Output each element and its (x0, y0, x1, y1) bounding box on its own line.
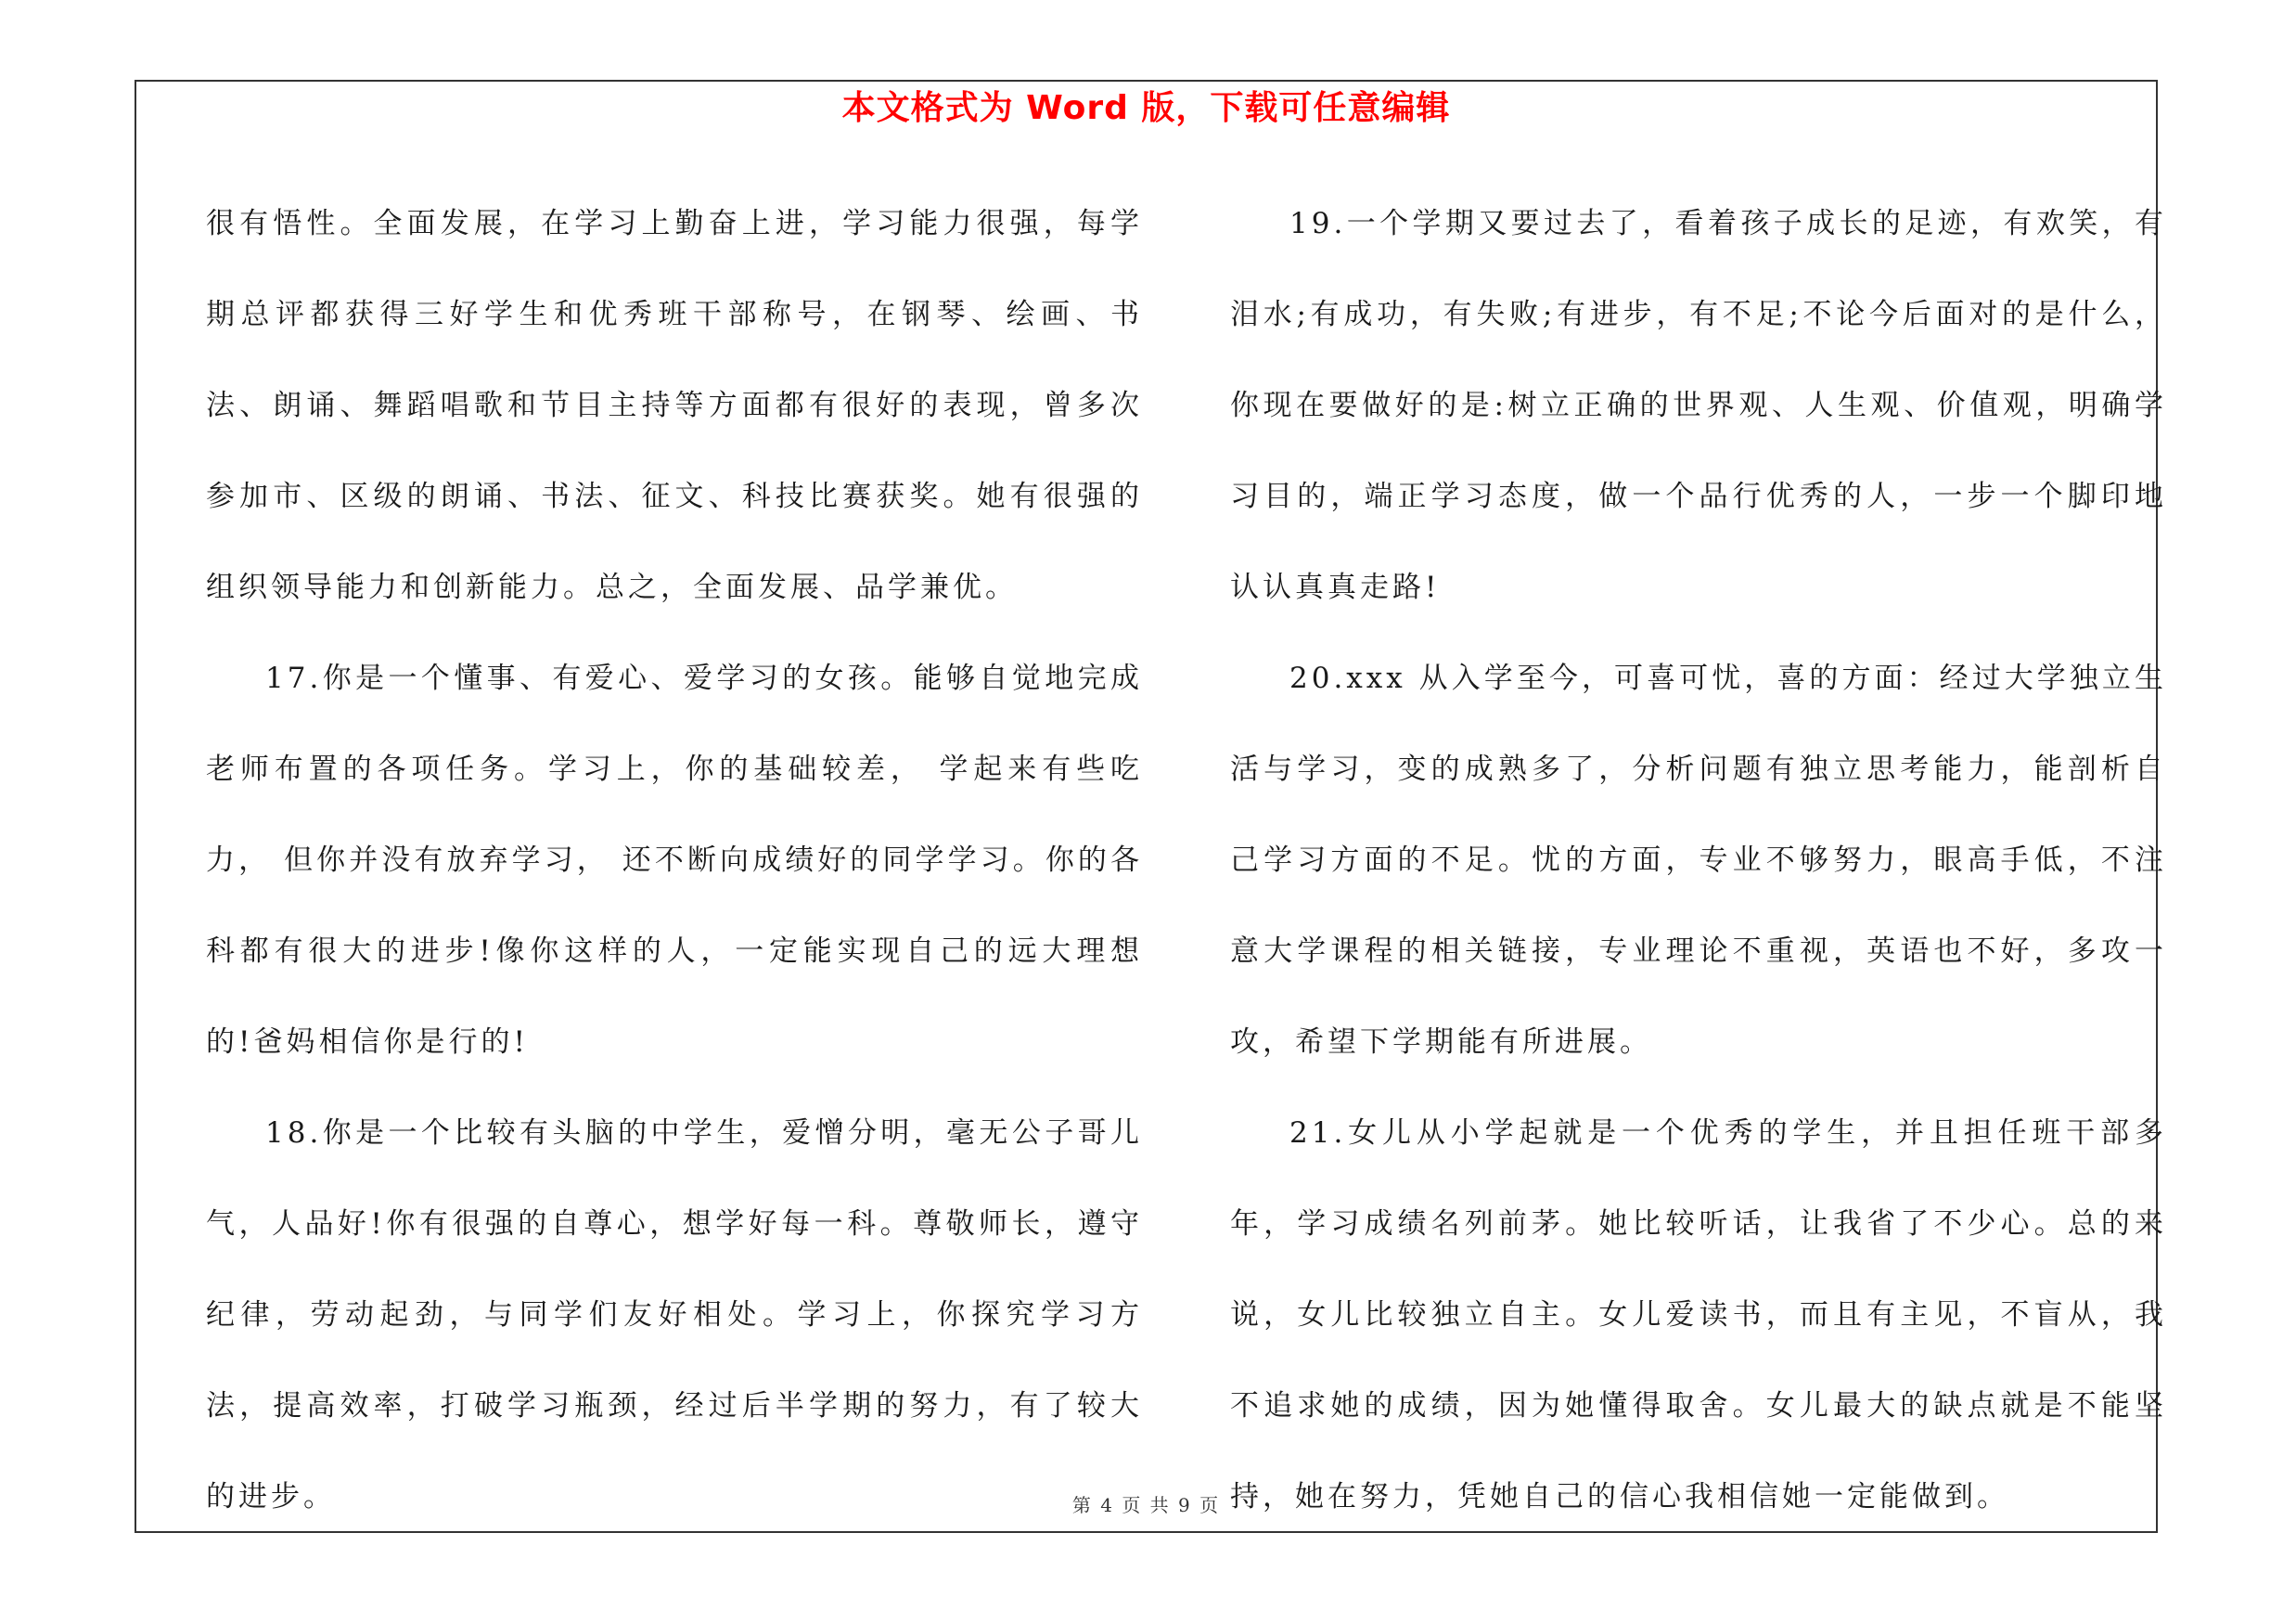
editable-notice-banner: 本文格式为 Word 版，下载可任意编辑 (841, 89, 1451, 127)
paragraph-20: 20.xxx 从入学至今，可喜可忧，喜的方面：经过大学独立生活与学习，变的成熟多了，分析问题有独立思考能力，能剖析自己学习方面的不足。忧的方面，专业不够努力，眼高手低，不注意大学课程的相关链接，专业理论不重视，英语也不好，多攻一攻，希望下学期能有所进展。 (1230, 662, 2167, 1059)
paragraph-18: 18.你是一个比较有头脑的中学生，爱憎分明，毫无公子哥儿气，人品好!你有很强的自尊心，想学好每一科。尊敬师长，遵守纪律，劳动起劲，与同学们友好相处。学习上，你探究学习方法，提高效率，打破学习瓶颈，经过后半学期的努力，有了较大的进步。 (206, 1116, 1143, 1514)
paragraph-21: 21.女儿从小学起就是一个优秀的学生，并且担任班干部多年，学习成绩名列前茅。她比较听话，让我省了不少心。总的来说，女儿比较独立自主。女儿爱读书，而且有主见，不盲从，我不追求她的成绩，因为她懂得取舍。女儿最大的缺点就是不能坚持，她在努力，凭她自己的信心我相信她一定能做到。 (1230, 1116, 2167, 1514)
page-number: 第 4 页 共 9 页 (1071, 1494, 1221, 1516)
paragraph-17: 17.你是一个懂事、有爱心、爱学习的女孩。能够自觉地完成老师布置的各项任务。学习上，你的基础较差， 学起来有些吃力， 但你并没有放弃学习， 还不断向成绩好的同学学习。你的各科都有很大的进步!像你这样的人，一定能实现自己的远大理想的!爸妈相信你是行的! (206, 662, 1143, 1059)
left-column (206, 178, 1143, 1542)
right-column (1230, 178, 2167, 1542)
paragraph-16-continuation: 很有悟性。全面发展，在学习上勤奋上进，学习能力很强，每学期总评都获得三好学生和优秀班干部称号，在钢琴、绘画、书法、朗诵、舞蹈唱歌和节目主持等方面都有很好的表现，曾多次参加市、区级的朗诵、书法、征文、科技比赛获奖。她有很强的组织领导能力和创新能力。总之，全面发展、品学兼优。 (206, 207, 1143, 604)
paragraph-19: 19.一个学期又要过去了，看着孩子成长的足迹，有欢笑，有泪水;有成功，有失败;有进步，有不足;不论今后面对的是什么，你现在要做好的是:树立正确的世界观、人生观、价值观，明确学习目的，端正学习态度，做一个品行优秀的人，一步一个脚印地认认真真走路! (1230, 207, 2167, 604)
